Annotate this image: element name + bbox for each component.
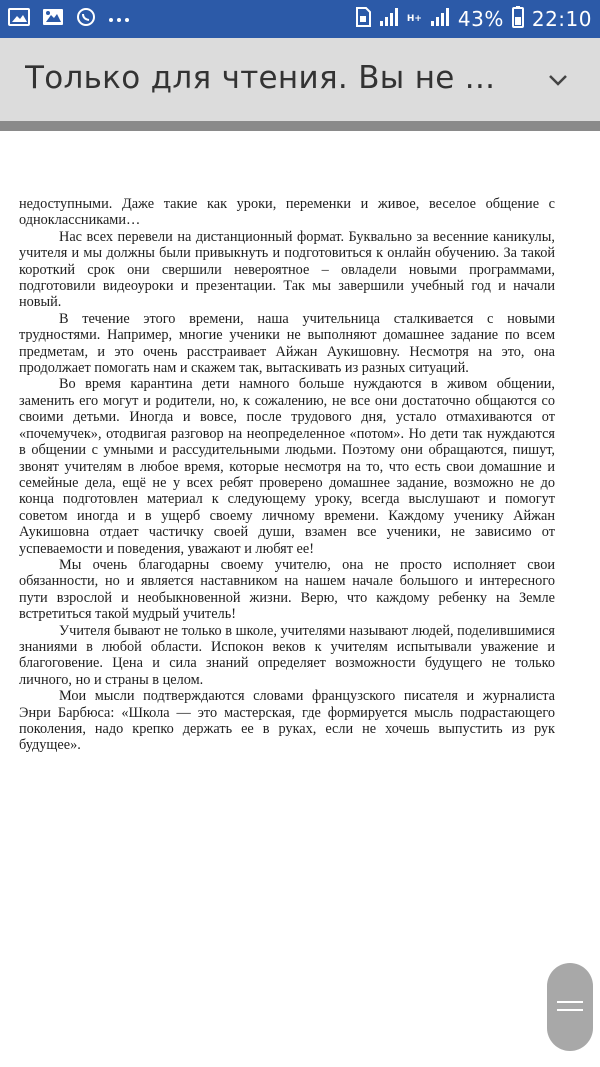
page-gutter	[0, 121, 600, 131]
image-icon	[8, 8, 30, 31]
paragraph: В течение этого времени, наша учительница сталкивается с новыми трудностями. Например, многие ученики не выполняют домашнее задание по всем предметам, и это очень расстраивает Айжан Аукишовну. Несмотря на это, она продолжает помогать нам и скажем так, вытаскивать из разных ситуаций.	[19, 310, 555, 377]
chevron-down-icon[interactable]	[546, 68, 570, 92]
more-icon	[108, 10, 130, 28]
document-page[interactable]	[0, 131, 600, 1067]
read-only-banner-title[interactable]: Только для чтения. Вы не ...	[25, 60, 496, 96]
battery-icon	[512, 6, 524, 32]
handle-grip-line	[557, 1009, 583, 1011]
handle-grip-line	[557, 1001, 583, 1003]
battery-percent: 43%	[457, 7, 504, 31]
network-type-label: H+	[406, 13, 422, 24]
system-status	[355, 4, 592, 34]
signal-icon-2	[430, 7, 450, 31]
paragraph: Нас всех перевели на дистанционный формат. Буквально за весенние каникулы, учителя и мы должны были привыкнуть и подготовиться к онлайн обучению. За такой короткий срок они свершили невероятное – овладели новыми программами, подготовили видеоуроки и презентации. Так мы завершили учебный год и начали новый.	[19, 228, 555, 311]
paragraph: недоступными. Даже такие как уроки, переменки и живое, веселое общение с одноклассниками…	[19, 196, 555, 229]
signal-icon	[379, 7, 399, 31]
status-bar	[0, 0, 600, 38]
fast-scroll-handle[interactable]	[547, 963, 593, 1051]
document-toolbar	[0, 38, 600, 122]
paragraph: Учителя бывают не только в школе, учителями называют людей, поделившимися знаниями в любой области. Испокон веков к учителям испытывали уважение и благоговение. Цена и сила знаний определяет возможности будущего не только личного, но и страны в целом.	[19, 622, 555, 688]
document-body	[19, 196, 555, 754]
whatsapp-icon	[76, 7, 96, 32]
sim-icon	[355, 7, 371, 31]
notification-icons	[8, 8, 130, 30]
clock: 22:10	[531, 7, 592, 31]
paragraph: Мы очень благодарны своему учителю, она не просто исполняет свои обязанности, но и является наставником на нашем начале большого и интересного пути взрослой и необыкновенной жизни. Верю, что каждому ребенку на Земле встретиться такой мудрый учитель!	[19, 556, 555, 623]
paragraph: Мои мысли подтверждаются словами французского писателя и журналиста Энри Барбюса: «Школа — это мастерская, где формируется мысль подрастающего поколения, надо крепко держать ее в руках, если не хочешь выпустить из рук будущее».	[19, 688, 555, 754]
gallery-icon	[42, 8, 64, 31]
paragraph: Во время карантина дети намного больше нуждаются в живом общении, заменить его могут и родители, но, к сожалению, не все они достаточно общаются со своими детьми. Иногда и вовсе, после трудового дня, устало отмахиваются от «почемучек», отодвигая разговор на неопределенное «потом». Но дети так нуждаются в общении с умными и рассудительными людьми. Поэтому они обращаются, пишут, звонят учителям в любое время, которые несмотря на то, что есть свои домашние и семейные дела, ещё не у всех ребят проверено домашнее задание, возможно не до конца подготовлен материал к следующему уроку, всегда выслушают и помогут советом иногда и в ущерб своему личному времени. Каждому ученику Айжан Аукишовна отдает частичку своей души, взамен все ученики, не зависимо от успеваемости и поведения, уважают и любят ее!	[19, 376, 555, 557]
